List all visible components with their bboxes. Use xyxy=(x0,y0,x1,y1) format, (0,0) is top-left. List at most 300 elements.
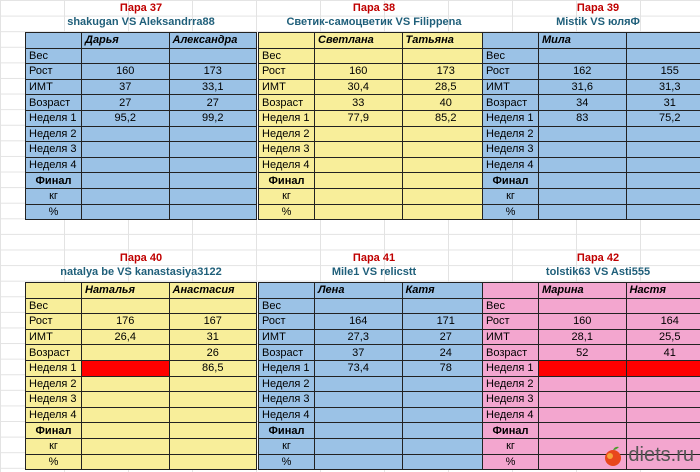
pair-title: Пара 41 xyxy=(258,251,490,265)
pair-versus: shakugan VS Aleksandrra88 xyxy=(25,15,257,32)
pair-versus: tolstik63 VS Asti555 xyxy=(482,265,700,282)
row-label: ИМТ xyxy=(26,329,82,345)
pair-title: Пара 37 xyxy=(25,1,257,15)
value-cell[interactable] xyxy=(539,407,627,423)
bmi-row xyxy=(26,79,257,95)
value-cell[interactable]: 52 xyxy=(539,345,627,361)
value-cell[interactable]: 75,2 xyxy=(626,110,700,126)
height-row xyxy=(259,64,490,80)
bmi-row xyxy=(483,79,700,95)
value-cell[interactable] xyxy=(169,298,257,314)
value-cell[interactable] xyxy=(315,454,403,470)
value-cell[interactable]: 31 xyxy=(169,329,257,345)
value-cell[interactable] xyxy=(82,454,170,470)
participant-name[interactable]: Лена xyxy=(315,283,403,299)
apple-logo-icon xyxy=(602,445,624,467)
week1-row xyxy=(483,360,700,376)
bmi-row xyxy=(259,79,490,95)
pair-block xyxy=(482,1,700,220)
row-label: Неделя 3 xyxy=(483,392,539,408)
value-cell[interactable] xyxy=(402,142,490,158)
value-cell[interactable]: 27 xyxy=(82,95,170,111)
final-percent-row xyxy=(259,454,490,470)
value-cell[interactable] xyxy=(82,188,170,204)
row-label: ИМТ xyxy=(26,79,82,95)
week3-row xyxy=(259,392,490,408)
value-cell[interactable] xyxy=(539,157,627,173)
value-cell[interactable]: 33,1 xyxy=(169,79,257,95)
value-cell[interactable]: 160 xyxy=(82,64,170,80)
row-label: Возраст xyxy=(483,95,539,111)
value-cell[interactable]: 162 xyxy=(539,64,627,80)
value-cell[interactable] xyxy=(315,142,403,158)
value-cell[interactable]: 95,2 xyxy=(82,110,170,126)
header-row xyxy=(259,283,490,299)
height-row xyxy=(259,314,490,330)
row-label: кг xyxy=(26,188,82,204)
pair-title: Пара 39 xyxy=(482,1,700,15)
week3-row xyxy=(259,142,490,158)
value-cell[interactable] xyxy=(82,204,170,220)
week4-row xyxy=(259,157,490,173)
pair-versus: Mile1 VS relicstt xyxy=(258,265,490,282)
pair-versus: Светик-самоцветик VS Filippena xyxy=(258,15,490,32)
pair-table xyxy=(25,282,257,470)
row-label: Неделя 2 xyxy=(26,126,82,142)
value-cell[interactable] xyxy=(402,188,490,204)
value-cell[interactable] xyxy=(82,360,170,376)
value-cell[interactable] xyxy=(169,142,257,158)
bmi-row xyxy=(259,329,490,345)
value-cell[interactable] xyxy=(82,48,170,64)
value-cell[interactable]: 34 xyxy=(539,95,627,111)
header-empty-cell[interactable] xyxy=(483,283,539,299)
row-label: кг xyxy=(483,188,539,204)
participant-name[interactable]: Настя xyxy=(626,283,700,299)
row-label: Неделя 2 xyxy=(483,126,539,142)
week3-row xyxy=(26,142,257,158)
header-empty-cell[interactable] xyxy=(26,33,82,49)
value-cell[interactable] xyxy=(315,48,403,64)
height-row xyxy=(26,314,257,330)
row-label: Финал xyxy=(483,173,539,189)
row-label: кг xyxy=(26,438,82,454)
value-cell[interactable]: 171 xyxy=(402,314,490,330)
value-cell[interactable] xyxy=(315,126,403,142)
value-cell[interactable] xyxy=(626,126,700,142)
row-label: ИМТ xyxy=(259,79,315,95)
value-cell[interactable]: 86,5 xyxy=(169,360,257,376)
value-cell[interactable] xyxy=(169,454,257,470)
row-label: кг xyxy=(483,438,539,454)
row-label: Неделя 1 xyxy=(259,110,315,126)
value-cell[interactable]: 155 xyxy=(626,64,700,80)
row-label: Неделя 3 xyxy=(483,142,539,158)
value-cell[interactable] xyxy=(539,188,627,204)
week2-row xyxy=(259,126,490,142)
week1-row xyxy=(26,110,257,126)
value-cell[interactable] xyxy=(402,48,490,64)
participant-name[interactable]: Дарья xyxy=(82,33,170,49)
row-label: Неделя 3 xyxy=(26,392,82,408)
week3-row xyxy=(26,392,257,408)
value-cell[interactable] xyxy=(82,345,170,361)
value-cell[interactable] xyxy=(82,423,170,439)
value-cell[interactable] xyxy=(82,298,170,314)
header-empty-cell[interactable] xyxy=(26,283,82,299)
value-cell[interactable] xyxy=(169,438,257,454)
final-kg-row xyxy=(259,438,490,454)
value-cell[interactable] xyxy=(169,157,257,173)
row-label: % xyxy=(259,454,315,470)
value-cell[interactable]: 41 xyxy=(626,345,700,361)
value-cell[interactable] xyxy=(315,157,403,173)
value-cell[interactable] xyxy=(82,438,170,454)
final-row xyxy=(259,423,490,439)
value-cell[interactable] xyxy=(626,173,700,189)
week1-row xyxy=(483,110,700,126)
week2-row xyxy=(483,126,700,142)
value-cell[interactable] xyxy=(315,173,403,189)
final-percent-row xyxy=(483,204,700,220)
row-label: Вес xyxy=(26,298,82,314)
pair-versus: natalya be VS kanastasiya3122 xyxy=(25,265,257,282)
value-cell[interactable]: 164 xyxy=(626,314,700,330)
row-label: Рост xyxy=(259,314,315,330)
value-cell[interactable]: 31 xyxy=(626,95,700,111)
row-label: Неделя 1 xyxy=(259,360,315,376)
bmi-row xyxy=(26,329,257,345)
week4-row xyxy=(483,157,700,173)
value-cell[interactable]: 25,5 xyxy=(626,329,700,345)
age-row xyxy=(26,345,257,361)
row-label: % xyxy=(26,454,82,470)
pair-table xyxy=(482,32,700,220)
value-cell[interactable] xyxy=(82,376,170,392)
row-label: Возраст xyxy=(259,345,315,361)
row-label: Возраст xyxy=(26,345,82,361)
value-cell[interactable]: 85,2 xyxy=(402,110,490,126)
row-label: Неделя 4 xyxy=(483,157,539,173)
value-cell[interactable] xyxy=(315,423,403,439)
row-label: Рост xyxy=(26,64,82,80)
header-empty-cell[interactable] xyxy=(259,283,315,299)
value-cell[interactable] xyxy=(402,407,490,423)
value-cell[interactable]: 167 xyxy=(169,314,257,330)
diets-logo xyxy=(602,444,694,467)
final-kg-row xyxy=(26,188,257,204)
week3-row xyxy=(483,142,700,158)
value-cell[interactable]: 160 xyxy=(539,314,627,330)
pair-block xyxy=(25,251,257,470)
value-cell[interactable]: 37 xyxy=(82,79,170,95)
height-row xyxy=(26,64,257,80)
week4-row xyxy=(26,157,257,173)
pair-block xyxy=(258,251,490,470)
value-cell[interactable] xyxy=(315,407,403,423)
row-label: Неделя 3 xyxy=(259,142,315,158)
value-cell[interactable] xyxy=(82,173,170,189)
row-label: Неделя 1 xyxy=(483,110,539,126)
value-cell[interactable] xyxy=(539,204,627,220)
value-cell[interactable] xyxy=(82,407,170,423)
value-cell[interactable] xyxy=(539,376,627,392)
bmi-row xyxy=(483,329,700,345)
value-cell[interactable] xyxy=(315,438,403,454)
value-cell[interactable]: 28,5 xyxy=(402,79,490,95)
row-label: Финал xyxy=(26,423,82,439)
logo-text: diets.ru xyxy=(628,444,694,467)
row-label: Неделя 4 xyxy=(483,407,539,423)
age-row xyxy=(259,95,490,111)
value-cell[interactable] xyxy=(402,298,490,314)
value-cell[interactable]: 164 xyxy=(315,314,403,330)
age-row xyxy=(483,345,700,361)
row-label: Неделя 4 xyxy=(259,407,315,423)
row-label: % xyxy=(483,454,539,470)
row-label: Вес xyxy=(483,48,539,64)
row-label: Неделя 2 xyxy=(259,376,315,392)
final-row xyxy=(26,173,257,189)
pair-block xyxy=(258,1,490,220)
value-cell[interactable] xyxy=(626,48,700,64)
row-label: Неделя 3 xyxy=(259,392,315,408)
row-label: Неделя 4 xyxy=(259,157,315,173)
row-label: Неделя 4 xyxy=(26,157,82,173)
value-cell[interactable] xyxy=(169,423,257,439)
header-row xyxy=(26,283,257,299)
weight-row xyxy=(483,48,700,64)
value-cell[interactable] xyxy=(539,126,627,142)
value-cell[interactable]: 27 xyxy=(169,95,257,111)
final-percent-row xyxy=(259,204,490,220)
pair-table xyxy=(258,32,490,220)
value-cell[interactable]: 37 xyxy=(315,345,403,361)
participant-name[interactable]: Марина xyxy=(539,283,627,299)
final-row xyxy=(483,173,700,189)
row-label: Рост xyxy=(259,64,315,80)
week2-row xyxy=(483,376,700,392)
row-label: Рост xyxy=(483,314,539,330)
header-row xyxy=(26,33,257,49)
final-row xyxy=(26,423,257,439)
value-cell[interactable] xyxy=(402,438,490,454)
row-label: ИМТ xyxy=(483,329,539,345)
value-cell[interactable]: 40 xyxy=(402,95,490,111)
pair-versus: Mistik VS юляФ xyxy=(482,15,700,32)
header-empty-cell[interactable] xyxy=(483,33,539,49)
value-cell[interactable] xyxy=(626,157,700,173)
participant-name[interactable] xyxy=(626,33,700,49)
row-label: Вес xyxy=(26,48,82,64)
value-cell[interactable] xyxy=(82,126,170,142)
row-label: Финал xyxy=(483,423,539,439)
value-cell[interactable]: 173 xyxy=(402,64,490,80)
row-label: Неделя 2 xyxy=(483,376,539,392)
row-label: ИМТ xyxy=(483,79,539,95)
value-cell[interactable]: 26,4 xyxy=(82,329,170,345)
row-label: Финал xyxy=(26,173,82,189)
participant-name[interactable]: Татьяна xyxy=(402,33,490,49)
week2-row xyxy=(259,376,490,392)
value-cell[interactable] xyxy=(539,360,627,376)
weight-row xyxy=(259,298,490,314)
value-cell[interactable] xyxy=(169,126,257,142)
value-cell[interactable] xyxy=(315,392,403,408)
pair-title: Пара 42 xyxy=(482,251,700,265)
value-cell[interactable] xyxy=(402,157,490,173)
pair-title: Пара 40 xyxy=(25,251,257,265)
value-cell[interactable] xyxy=(626,360,700,376)
value-cell[interactable] xyxy=(169,188,257,204)
value-cell[interactable] xyxy=(169,48,257,64)
row-label: кг xyxy=(259,438,315,454)
participant-name[interactable]: Светлана xyxy=(315,33,403,49)
value-cell[interactable] xyxy=(626,376,700,392)
row-label: % xyxy=(26,204,82,220)
value-cell[interactable] xyxy=(626,407,700,423)
final-percent-row xyxy=(26,454,257,470)
header-row xyxy=(483,283,700,299)
pair-table xyxy=(25,32,257,220)
age-row xyxy=(26,95,257,111)
value-cell[interactable]: 28,1 xyxy=(539,329,627,345)
week1-row xyxy=(26,360,257,376)
participant-name[interactable]: Наталья xyxy=(82,283,170,299)
value-cell[interactable] xyxy=(626,298,700,314)
pair-block xyxy=(482,251,700,470)
row-label: % xyxy=(483,204,539,220)
participant-name[interactable]: Катя xyxy=(402,283,490,299)
value-cell[interactable] xyxy=(402,173,490,189)
value-cell[interactable] xyxy=(402,126,490,142)
value-cell[interactable]: 30,4 xyxy=(315,79,403,95)
weight-row xyxy=(26,298,257,314)
participant-name[interactable]: Мила xyxy=(539,33,627,49)
weight-row xyxy=(26,48,257,64)
value-cell[interactable] xyxy=(169,392,257,408)
value-cell[interactable] xyxy=(169,173,257,189)
value-cell[interactable] xyxy=(315,188,403,204)
week1-row xyxy=(259,110,490,126)
row-label: Рост xyxy=(26,314,82,330)
value-cell[interactable] xyxy=(539,298,627,314)
week4-row xyxy=(26,407,257,423)
value-cell[interactable] xyxy=(402,454,490,470)
value-cell[interactable] xyxy=(169,376,257,392)
value-cell[interactable] xyxy=(539,48,627,64)
row-label: Неделя 2 xyxy=(259,126,315,142)
pair-table xyxy=(482,282,700,470)
value-cell[interactable]: 27,3 xyxy=(315,329,403,345)
value-cell[interactable] xyxy=(169,407,257,423)
week3-row xyxy=(483,392,700,408)
weight-row xyxy=(483,298,700,314)
row-label: Возраст xyxy=(483,345,539,361)
row-label: Неделя 1 xyxy=(26,110,82,126)
weight-row xyxy=(259,48,490,64)
height-row xyxy=(483,64,700,80)
value-cell[interactable]: 99,2 xyxy=(169,110,257,126)
row-label: Вес xyxy=(259,48,315,64)
value-cell[interactable]: 78 xyxy=(402,360,490,376)
final-kg-row xyxy=(259,188,490,204)
value-cell[interactable]: 27 xyxy=(402,329,490,345)
value-cell[interactable] xyxy=(626,204,700,220)
value-cell[interactable]: 73,4 xyxy=(315,360,403,376)
value-cell[interactable] xyxy=(539,423,627,439)
value-cell[interactable] xyxy=(82,142,170,158)
header-empty-cell[interactable] xyxy=(259,33,315,49)
value-cell[interactable] xyxy=(402,392,490,408)
value-cell[interactable]: 31,3 xyxy=(626,79,700,95)
participant-name[interactable]: Анастасия xyxy=(169,283,257,299)
final-percent-row xyxy=(26,204,257,220)
header-row xyxy=(483,33,700,49)
header-row xyxy=(259,33,490,49)
row-label: Вес xyxy=(483,298,539,314)
pair-table xyxy=(258,282,490,470)
value-cell[interactable] xyxy=(626,188,700,204)
value-cell[interactable]: 24 xyxy=(402,345,490,361)
row-label: Неделя 4 xyxy=(26,407,82,423)
row-label: Рост xyxy=(483,64,539,80)
value-cell[interactable] xyxy=(82,157,170,173)
value-cell[interactable] xyxy=(315,376,403,392)
value-cell[interactable] xyxy=(539,142,627,158)
value-cell[interactable] xyxy=(402,423,490,439)
week2-row xyxy=(26,126,257,142)
value-cell[interactable] xyxy=(539,173,627,189)
row-label: Неделя 1 xyxy=(483,360,539,376)
value-cell[interactable]: 26 xyxy=(169,345,257,361)
value-cell[interactable] xyxy=(539,392,627,408)
value-cell[interactable] xyxy=(626,142,700,158)
age-row xyxy=(483,95,700,111)
value-cell[interactable] xyxy=(626,423,700,439)
value-cell[interactable]: 77,9 xyxy=(315,110,403,126)
value-cell[interactable]: 33 xyxy=(315,95,403,111)
height-row xyxy=(483,314,700,330)
row-label: Неделя 3 xyxy=(26,142,82,158)
value-cell[interactable] xyxy=(82,392,170,408)
value-cell[interactable] xyxy=(626,392,700,408)
value-cell[interactable]: 160 xyxy=(315,64,403,80)
pair-title: Пара 38 xyxy=(258,1,490,15)
age-row xyxy=(259,345,490,361)
value-cell[interactable]: 173 xyxy=(169,64,257,80)
value-cell[interactable] xyxy=(402,204,490,220)
value-cell[interactable]: 31,6 xyxy=(539,79,627,95)
value-cell[interactable] xyxy=(169,204,257,220)
final-kg-row xyxy=(483,188,700,204)
participant-name[interactable]: Александра xyxy=(169,33,257,49)
value-cell[interactable]: 83 xyxy=(539,110,627,126)
value-cell[interactable] xyxy=(402,376,490,392)
row-label: Неделя 2 xyxy=(26,376,82,392)
value-cell[interactable] xyxy=(315,298,403,314)
row-label: Неделя 1 xyxy=(26,360,82,376)
value-cell[interactable] xyxy=(315,204,403,220)
final-row xyxy=(259,173,490,189)
row-label: % xyxy=(259,204,315,220)
row-label: кг xyxy=(259,188,315,204)
week2-row xyxy=(26,376,257,392)
row-label: Возраст xyxy=(259,95,315,111)
row-label: ИМТ xyxy=(259,329,315,345)
value-cell[interactable]: 176 xyxy=(82,314,170,330)
row-label: Финал xyxy=(259,173,315,189)
